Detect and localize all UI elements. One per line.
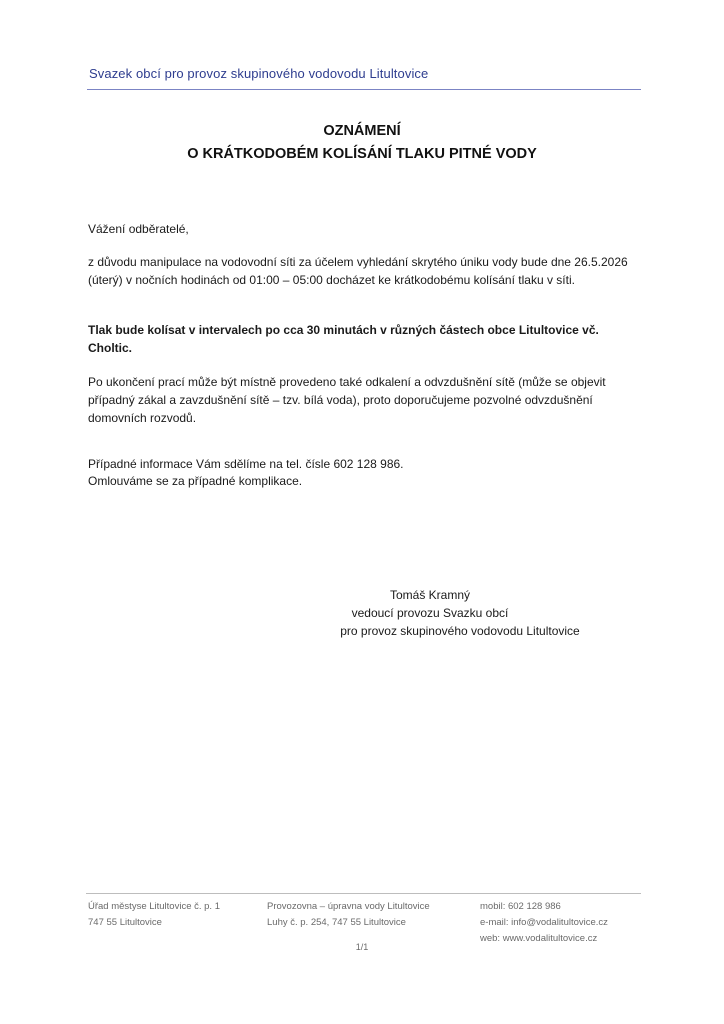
paragraph-announcement: z důvodu manipulace na vodovodní síti za účelem vyhledání skrytého úniku vody bude dne 26.5.2026 (úterý) v nočních hodinách od 01:00 – 05:00 docházet ke krátkodobému kolísání tlaku v síti.: [88, 255, 628, 287]
contact-info: Případné informace Vám sdělíme na tel. čísle 602 128 986.: [88, 457, 404, 471]
organization-header: Svazek obcí pro provoz skupinového vodovodu Litultovice: [89, 66, 429, 81]
footer-office-line: Úřad městyse Litultovice č. p. 1: [88, 901, 220, 912]
footer-contacts: [480, 899, 608, 947]
footer-facility-line: Luhy č. p. 254, 747 55 Litultovice: [267, 917, 406, 928]
paragraph-pressure-notice: Tlak bude kolísat v intervalech po cca 30 minutách v různých částech obce Litultovice vč. Choltic.: [88, 323, 599, 355]
document-title: OZNÁMENÍ: [323, 123, 401, 139]
signature-organization: pro provoz skupinového vodovodu Litultovice: [340, 624, 580, 638]
footer-phone: mobil: 602 128 986: [480, 901, 561, 912]
footer-office: [88, 899, 220, 931]
page-number: 1/1: [355, 942, 369, 952]
footer-office-line: 747 55 Litultovice: [88, 917, 162, 928]
footer-facility-line: Provozovna – úpravna vody Litultovice: [267, 901, 430, 912]
signature-name: Tomáš Kramný: [389, 588, 471, 602]
document-subtitle: O KRÁTKODOBÉM KOLÍSÁNÍ TLAKU PITNÉ VODY: [187, 146, 537, 162]
footer-email: e-mail: info@vodalitultovice.cz: [480, 917, 608, 928]
signature-role: vedoucí provozu Svazku obcí: [351, 606, 509, 620]
paragraph-flushing: Po ukončení prací může být místně provedeno také odkalení a odvzdušnění sítě (může se objevit případný zákal a zavzdušnění sítě – tzv. bílá voda), proto doporučujeme pozvolné odvzdušnění domovních rozvodů.: [88, 375, 606, 425]
header-divider: [87, 89, 641, 90]
footer-divider: [86, 893, 641, 894]
salutation: Vážení odběratelé,: [88, 222, 189, 236]
apology: Omlouváme se za případné komplikace.: [88, 474, 303, 488]
footer-facility: [267, 899, 430, 931]
footer-web: web: www.vodalitultovice.cz: [480, 933, 598, 944]
